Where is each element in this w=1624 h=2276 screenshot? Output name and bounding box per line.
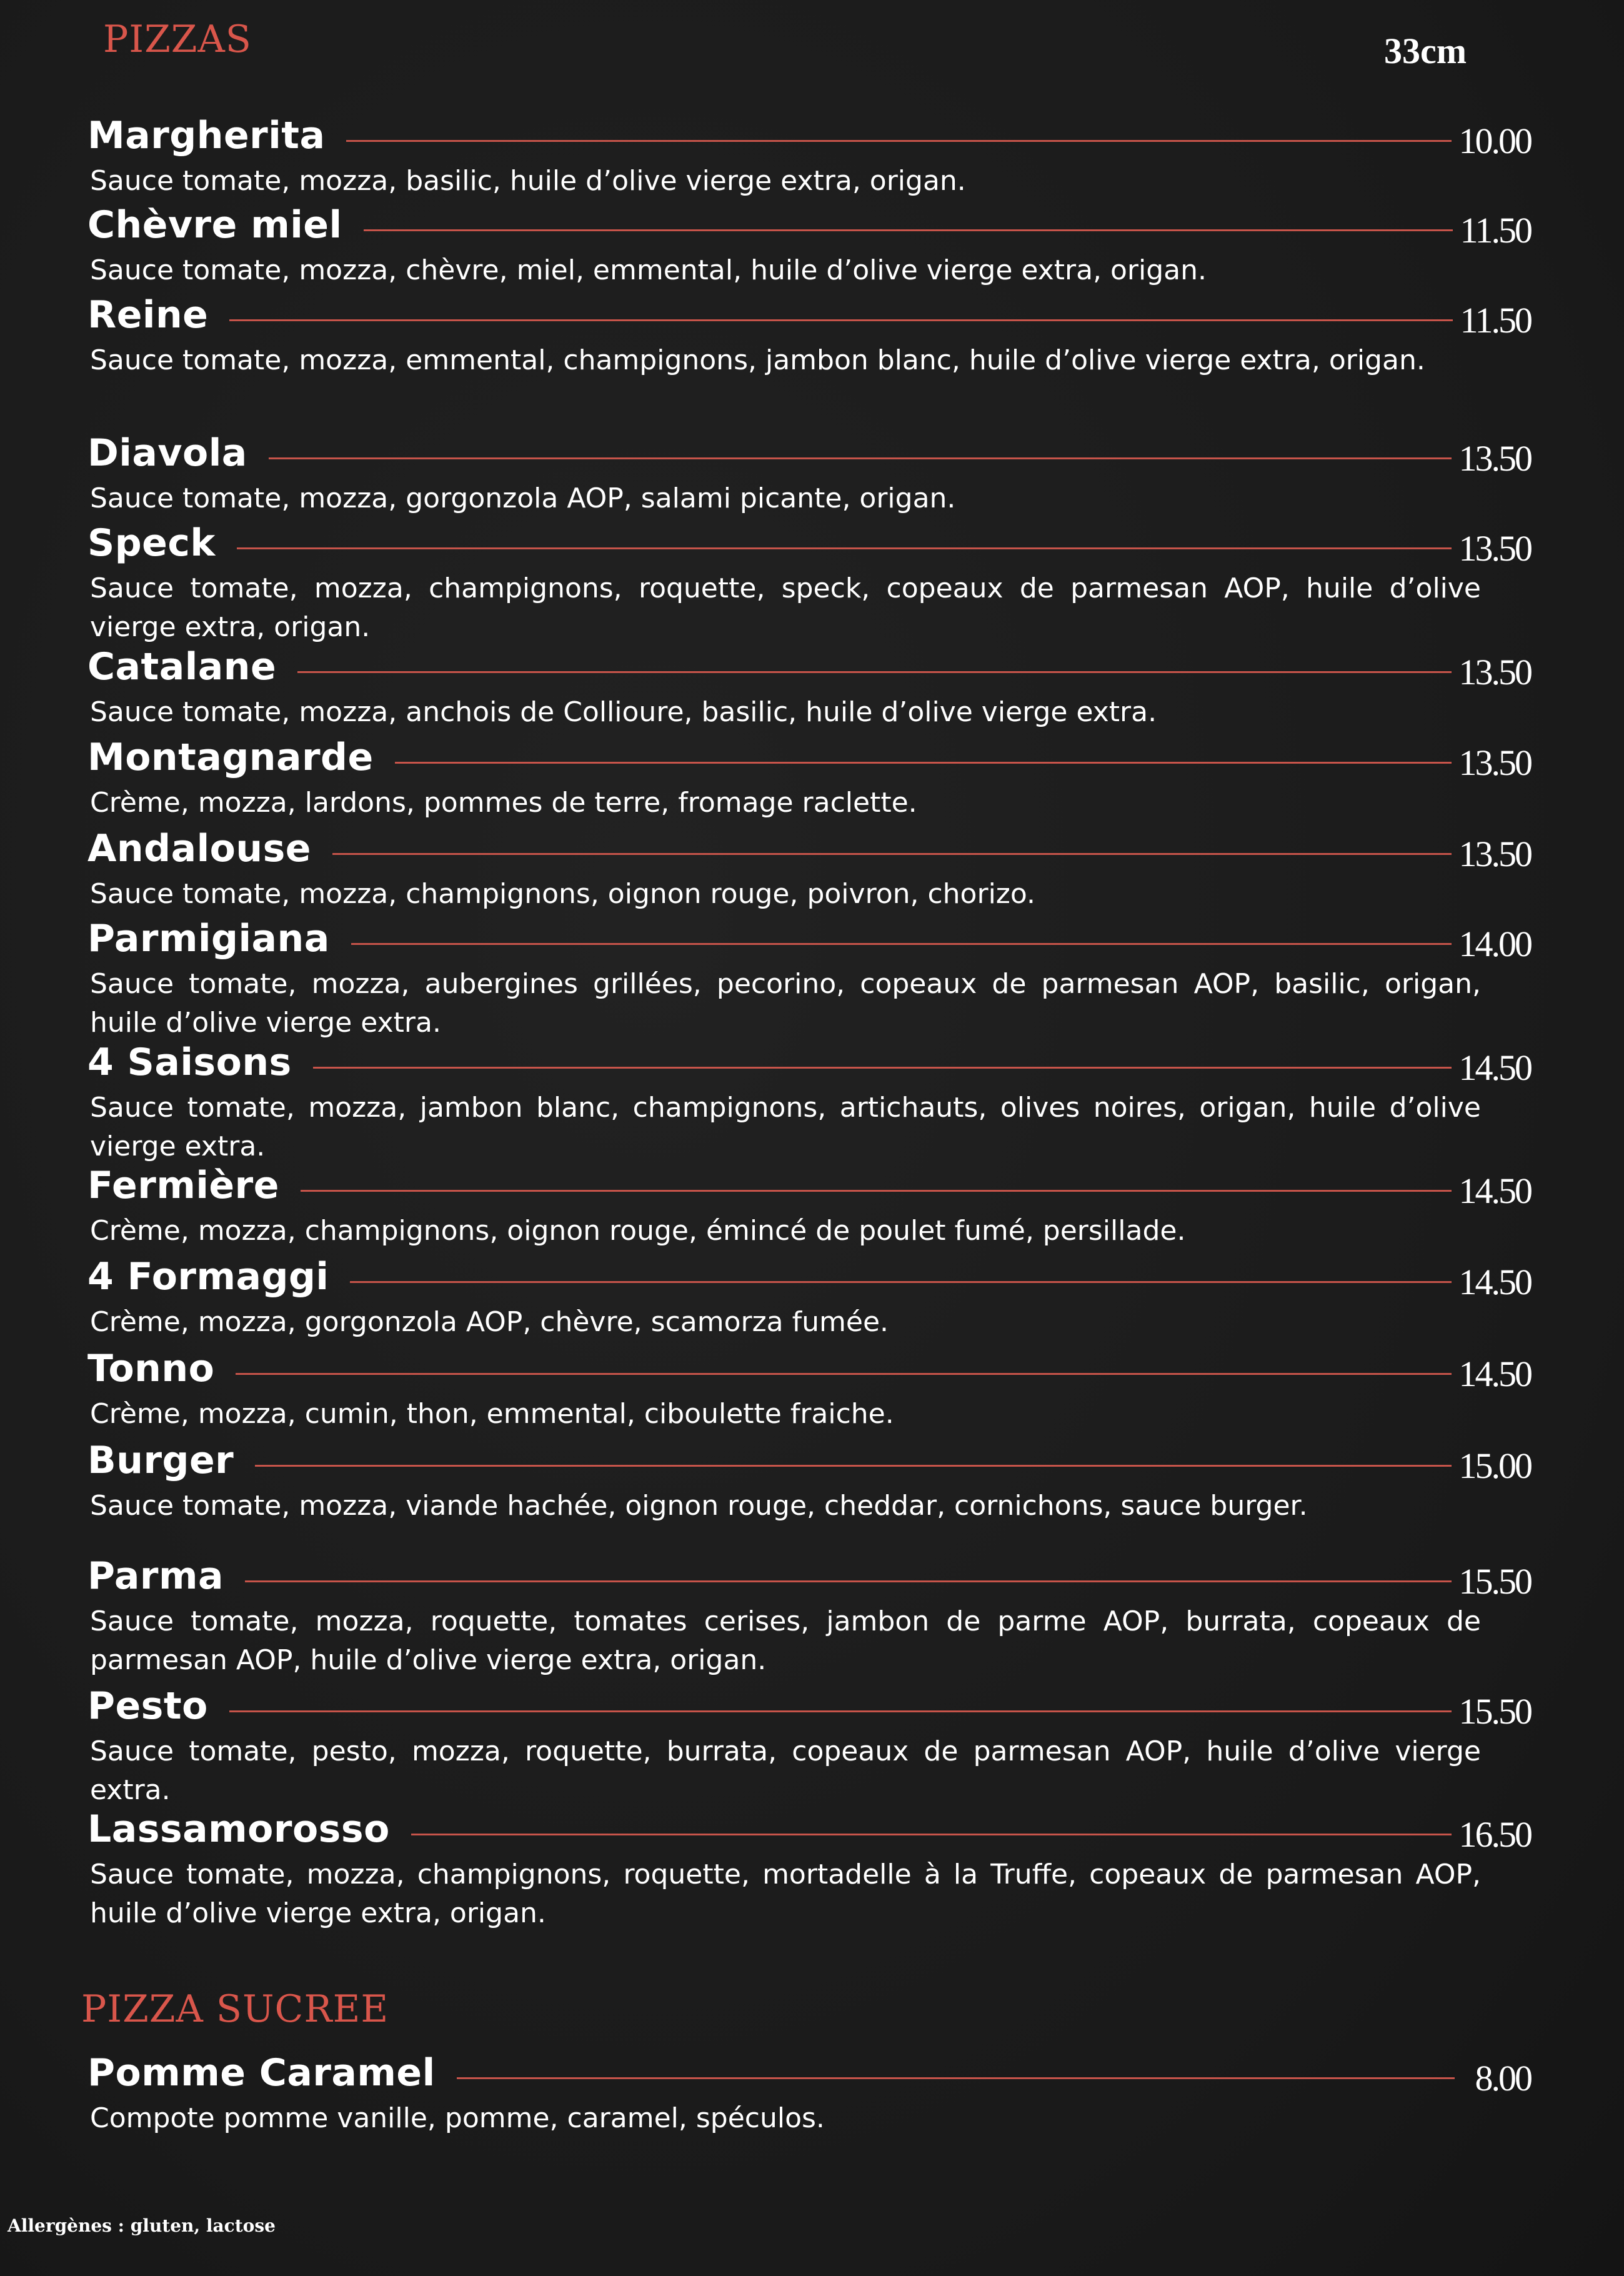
menu-item-name: Diavola xyxy=(87,431,247,475)
menu-item-description: Sauce tomate, mozza, gorgonzola AOP, salami picante, origan. xyxy=(90,482,956,514)
price-leader-line xyxy=(457,2077,1455,2079)
menu-item-price: 13.50 xyxy=(1458,833,1531,874)
menu-item-row xyxy=(87,1159,1531,1212)
menu-item xyxy=(87,1803,1531,1933)
menu-item-name: Speck xyxy=(87,521,216,565)
menu-item-description: Sauce tomate, mozza, roquette, tomates cerises, jambon de parme AOP, burrata, copeaux de parmesan AOP, huile d’olive vierge extra, origan. xyxy=(90,1605,1481,1676)
menu-item-price: 10.00 xyxy=(1458,120,1531,161)
price-leader-line xyxy=(245,1580,1452,1582)
menu-item-name: Reine xyxy=(87,293,209,337)
menu-item-name: Lassamorosso xyxy=(87,1807,390,1851)
menu-item-price: 14.50 xyxy=(1458,1170,1531,1211)
price-leader-line xyxy=(237,547,1452,549)
menu-item-description: Sauce tomate, mozza, jambon blanc, champignons, artichauts, olives noires, origan, huile d’olive vierge extra. xyxy=(90,1092,1481,1162)
sweet-section-title: PIZZA SUCREE xyxy=(81,1987,389,2031)
menu-item-name: Pomme Caramel xyxy=(87,2051,436,2095)
menu-item xyxy=(87,912,1531,1042)
menu-item-name: Parmigiana xyxy=(87,917,330,961)
menu-item-row xyxy=(87,1550,1531,1602)
menu-item-description: Crème, mozza, gorgonzola AOP, chèvre, scamorza fumée. xyxy=(90,1306,889,1338)
menu-item-row xyxy=(87,1434,1531,1487)
menu-item-price: 14.50 xyxy=(1458,1047,1531,1088)
price-leader-line xyxy=(350,1281,1451,1283)
menu-item xyxy=(87,1434,1531,1525)
menu-item-row xyxy=(87,1680,1531,1732)
menu-item-row xyxy=(87,427,1531,479)
menu-item-row xyxy=(87,2047,1531,2099)
menu-item-description: Sauce tomate, mozza, champignons, oignon rouge, poivron, chorizo. xyxy=(90,878,1036,910)
price-leader-line xyxy=(313,1067,1452,1069)
menu-item-row xyxy=(87,517,1531,569)
price-leader-line xyxy=(229,1710,1452,1712)
menu-item-row xyxy=(87,731,1531,784)
menu-item-price: 14.50 xyxy=(1458,1353,1531,1394)
menu-item-price: 11.50 xyxy=(1460,209,1531,251)
menu-item-name: 4 Formaggi xyxy=(87,1255,329,1299)
menu-item-row xyxy=(87,1803,1531,1855)
menu-item-description: Crème, mozza, lardons, pommes de terre, fromage raclette. xyxy=(90,787,917,819)
menu-item-name: Burger xyxy=(87,1439,234,1482)
menu-item-description: Sauce tomate, mozza, chèvre, miel, emmental, huile d’olive vierge extra, origan. xyxy=(90,254,1207,286)
pizzas-section-title: PIZZAS xyxy=(103,17,252,61)
menu-item-description: Crème, mozza, cumin, thon, emmental, ciboulette fraiche. xyxy=(90,1398,894,1430)
menu-item-row xyxy=(87,289,1531,341)
menu-item xyxy=(87,822,1531,914)
price-leader-line xyxy=(346,140,1451,142)
price-leader-line xyxy=(229,319,1452,321)
menu-item-description: Sauce tomate, pesto, mozza, roquette, burrata, copeaux de parmesan AOP, huile d’olive vierge extra. xyxy=(90,1735,1481,1806)
menu-item-description: Sauce tomate, mozza, champignons, roquette, speck, copeaux de parmesan AOP, huile d’olive vierge extra, origan. xyxy=(90,572,1481,643)
price-leader-line xyxy=(332,853,1452,855)
menu-item xyxy=(87,517,1531,647)
price-leader-line xyxy=(236,1373,1451,1375)
menu-item-name: Catalane xyxy=(87,645,277,689)
menu-item-price: 13.50 xyxy=(1458,742,1531,783)
menu-item-name: 4 Saisons xyxy=(87,1041,292,1084)
menu-item-name: Tonno xyxy=(87,1347,215,1390)
price-leader-line xyxy=(395,762,1452,764)
menu-item-row xyxy=(87,1342,1531,1395)
allergens-note: Allergènes : gluten, lactose xyxy=(7,2215,276,2236)
menu-item-row xyxy=(87,641,1531,693)
menu-item-price: 15.00 xyxy=(1458,1445,1531,1486)
menu-item-row xyxy=(87,1036,1531,1089)
menu-item xyxy=(87,1342,1531,1434)
menu-item-description: Sauce tomate, mozza, champignons, roquette, mortadelle à la Truffe, copeaux de parmesan AOP, huile d’olive vierge extra, origan. xyxy=(90,1859,1481,1929)
menu-item-description: Sauce tomate, mozza, emmental, champignons, jambon blanc, huile d’olive vierge extra, origan. xyxy=(90,344,1425,376)
price-leader-line xyxy=(297,671,1451,673)
menu-item-description: Sauce tomate, mozza, basilic, huile d’olive vierge extra, origan. xyxy=(90,165,966,197)
menu-item-name: Margherita xyxy=(87,114,326,157)
menu-item-description: Sauce tomate, mozza, anchois de Collioure, basilic, huile d’olive vierge extra. xyxy=(90,696,1157,728)
menu-item-name: Fermière xyxy=(87,1164,279,1207)
menu-item-price: 8.00 xyxy=(1475,2057,1531,2099)
menu-item-row xyxy=(87,822,1531,875)
price-leader-line xyxy=(269,457,1452,459)
menu-item xyxy=(87,1159,1531,1250)
menu-item-description: Sauce tomate, mozza, viande hachée, oignon rouge, cheddar, cornichons, sauce burger. xyxy=(90,1490,1308,1522)
price-leader-line xyxy=(301,1190,1452,1192)
menu-item xyxy=(87,2047,1531,2138)
menu-item xyxy=(87,1680,1531,1810)
menu-item-price: 15.50 xyxy=(1458,1690,1531,1732)
menu-item xyxy=(87,289,1531,380)
menu-item xyxy=(87,1550,1531,1680)
menu-item-name: Pesto xyxy=(87,1684,208,1728)
menu-item-price: 14.00 xyxy=(1458,923,1531,964)
menu-item-price: 13.50 xyxy=(1458,651,1531,692)
menu-item-price: 15.50 xyxy=(1458,1560,1531,1602)
size-label: 33cm xyxy=(1384,31,1467,71)
menu-item xyxy=(87,427,1531,518)
menu-item-price: 14.50 xyxy=(1458,1261,1531,1302)
menu-item-name: Parma xyxy=(87,1554,224,1598)
menu-item-price: 11.50 xyxy=(1460,299,1531,341)
menu-item-price: 16.50 xyxy=(1458,1814,1531,1855)
menu-item xyxy=(87,731,1531,822)
menu-item-name: Andalouse xyxy=(87,827,311,871)
menu-item-description: Compote pomme vanille, pomme, caramel, spéculos. xyxy=(90,2102,825,2134)
price-leader-line xyxy=(351,943,1452,945)
menu-item-row xyxy=(87,109,1531,162)
menu-item-row xyxy=(87,1250,1531,1303)
menu-item-row xyxy=(87,912,1531,965)
menu-item-description: Sauce tomate, mozza, aubergines grillées, pecorino, copeaux de parmesan AOP, basilic, origan, huile d’olive vierge extra. xyxy=(90,968,1481,1039)
menu-item xyxy=(87,641,1531,732)
menu-item-price: 13.50 xyxy=(1458,437,1531,479)
menu-item xyxy=(87,1250,1531,1342)
menu-item-price: 13.50 xyxy=(1458,527,1531,569)
menu-item xyxy=(87,199,1531,290)
price-leader-line xyxy=(255,1465,1451,1467)
price-leader-line xyxy=(411,1834,1452,1835)
menu-item-description: Crème, mozza, champignons, oignon rouge, émincé de poulet fumé, persillade. xyxy=(90,1215,1186,1247)
menu-item-row xyxy=(87,199,1531,251)
price-leader-line xyxy=(364,229,1453,231)
menu-item xyxy=(87,109,1531,201)
menu-item xyxy=(87,1036,1531,1166)
menu-item-name: Montagnarde xyxy=(87,736,374,779)
menu-item-name: Chèvre miel xyxy=(87,203,342,247)
